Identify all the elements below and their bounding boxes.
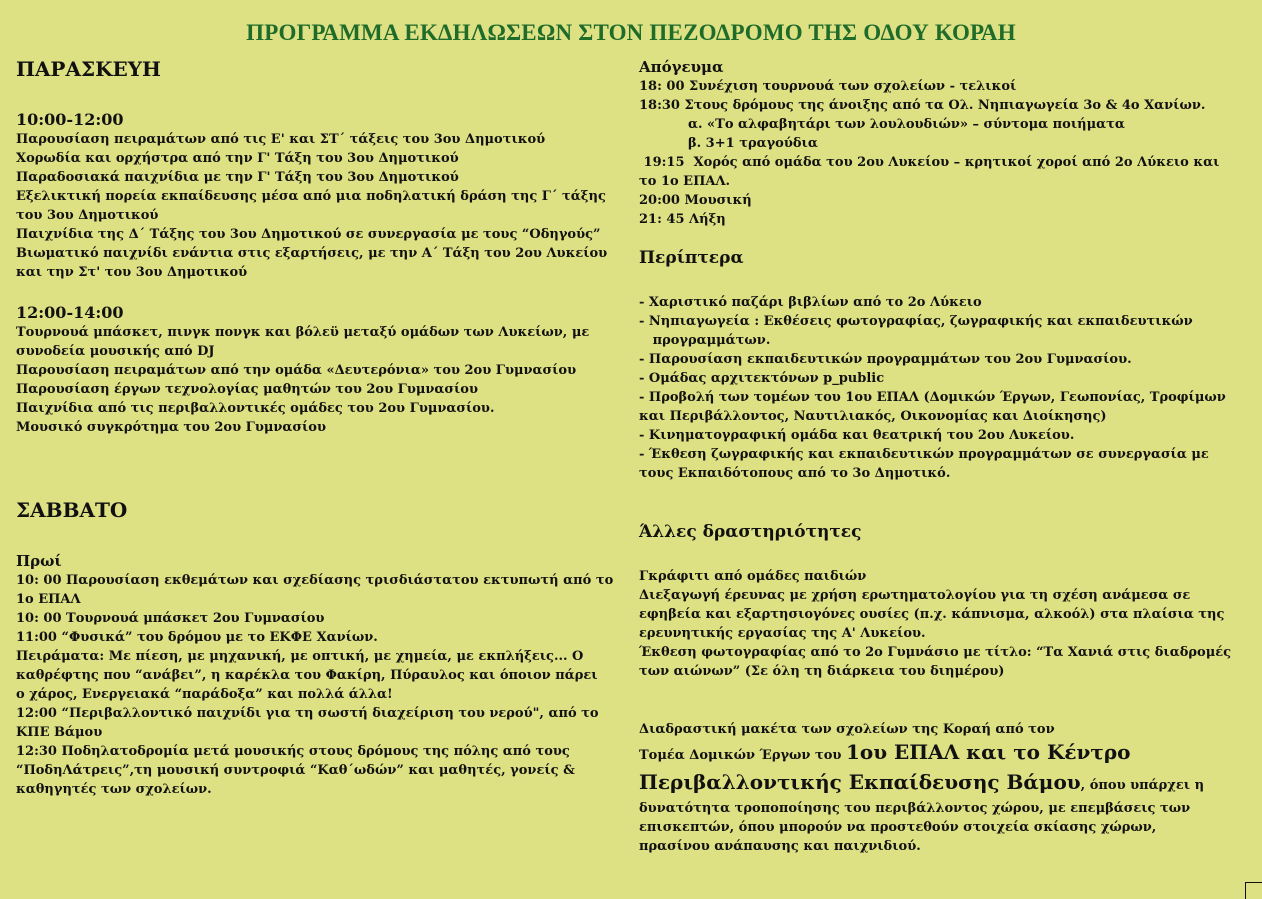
friday-slot-1-time: 10:00-12:00 xyxy=(16,110,124,129)
kiosks-list xyxy=(639,293,1251,483)
list-item: ερευνητικής εργασίας της Α' Λυκείου. xyxy=(639,626,926,641)
afternoon-label: Απόγευμα xyxy=(639,58,724,76)
list-item: 21: 45 Λήξη xyxy=(639,212,726,227)
list-item: Εξελικτική πορεία εκπαίδευσης μέσα από μια ποδηλατική δράση της Γ΄ τάξης xyxy=(16,189,606,204)
interactive-line-3-big: Περιβαλλοντικής Εκπαίδευσης Βάμου xyxy=(639,770,1081,794)
interactive-line-3 xyxy=(639,769,1251,799)
friday-slot-2-time: 12:00-14:00 xyxy=(16,303,124,322)
friday-section xyxy=(16,57,616,81)
list-item: - Προβολή των τομέων του 1ου ΕΠΑΛ (Δομικών Έργων, Γεωπονίας, Τροφίμων xyxy=(639,390,1226,405)
list-item: Παιχνίδια της Δ΄ Τάξης του 3ου Δημοτικού σε συνεργασία με τους “Οδηγούς” xyxy=(16,227,601,242)
list-item: - Ομάδας αρχιτεκτόνων p_public xyxy=(639,371,885,386)
other-activities-list xyxy=(639,567,1251,681)
list-item: ΚΠΕ Βάμου xyxy=(16,725,103,740)
interactive-line-1: Διαδραστική μακέτα των σχολείων της Κοραή από τον xyxy=(639,722,1055,737)
page-title: ΠΡΟΓΡΑΜΜΑ ΕΚΔΗΛΩΣΕΩΝ ΣΤΟΝ ΠΕΖΟΔΡΟΜΟ ΤΗΣ ΟΔΟΥ ΚΟΡΑΗ xyxy=(246,20,1016,45)
list-item: - Έκθεση ζωγραφικής και εκπαιδευτικών προγραμμάτων σε συνεργασία με xyxy=(639,447,1209,462)
other-activities-heading: Άλλες δραστηριότητες xyxy=(639,522,862,542)
list-item: πρασίνου ανάπαυσης και παιχνιδιού. xyxy=(639,839,921,854)
saturday-section xyxy=(16,498,616,522)
list-item: Βιωματικό παιχνίδι ενάντια στις εξαρτήσεις, με την Α΄ Τάξη του 2ου Λυκείου xyxy=(16,246,608,261)
list-item: και την Στ' του 3ου Δημοτικού xyxy=(16,265,248,280)
list-item: ο χάρος, Ενεργειακά “παράδοξα” και πολλά άλλα! xyxy=(16,687,393,702)
list-item: προγραμμάτων. xyxy=(639,333,771,348)
list-item: και Περιβάλλοντος, Ναυτιλιακός, Οικονομίας και Διοίκησης) xyxy=(639,409,1107,424)
list-item: Παρουσίαση έργων τεχνολογίας μαθητών του 2ου Γυμνασίου xyxy=(16,382,479,397)
list-item: α. «Το αλφαβητάρι των λουλουδιών» – σύντομα ποιήματα xyxy=(688,117,1125,132)
list-item: δυνατότητα τροποποίησης του περιβάλλοντος χώρου, με επεμβάσεις των xyxy=(639,801,1191,816)
list-item: 10: 00 Τουρνουά μπάσκετ 2ου Γυμνασίου xyxy=(16,611,325,626)
list-item: 1ο ΕΠΑΛ xyxy=(16,592,81,607)
list-item: 18: 00 Συνέχιση τουρνουά των σχολείων - τελικοί xyxy=(639,79,1017,94)
list-item: β. 3+1 τραγούδια xyxy=(688,136,818,151)
list-item: τους Εκπαιδότοπους από το 3ο Δημοτικό. xyxy=(639,466,951,481)
friday-slot-1 xyxy=(16,110,616,282)
list-item: συνοδεία μουσικής από DJ xyxy=(16,344,215,359)
list-item: Τουρνουά μπάσκετ, πινγκ πονγκ και βόλεϋ μεταξύ ομάδων των Λυκείων, με xyxy=(16,325,590,340)
interactive-line-2-pre: Τομέα Δομικών Έργων του xyxy=(639,748,846,763)
list-item: εφηβεία και εξαρτησιογόνες ουσίες (π.χ. κάπνισμα, αλκοόλ) στα πλαίσια της xyxy=(639,607,1225,622)
list-item: 12:00 “Περιβαλλοντικό παιχνίδι για τη σωστή διαχείριση του νερού", από το xyxy=(16,706,599,721)
list-item: Πειράματα: Με πίεση, με μηχανική, με οπτική, με χημεία, με εκπλήξεις... Ο xyxy=(16,649,584,664)
list-item: καθρέφτης που “ανάβει”, η καρέκλα του Φακίρη, Πύραυλος και όποιον πάρει xyxy=(16,668,598,683)
list-item: - Κινηματογραφική ομάδα και θεατρική του 2ου Λυκείου. xyxy=(639,428,1075,443)
list-item: 20:00 Μουσική xyxy=(639,193,752,208)
friday-slot-2 xyxy=(16,303,616,437)
list-item: του 3ου Δημοτικού xyxy=(16,208,159,223)
list-item: Μουσικό συγκρότημα του 2ου Γυμνασίου xyxy=(16,420,326,435)
other-activities-section xyxy=(639,522,1251,542)
list-item: 18:30 Στους δρόμους της άνοιξης από τα Ολ. Νηπιαγωγεία 3ο & 4ο Χανίων. xyxy=(639,98,1206,113)
list-item: Έκθεση φωτογραφίας από το 2ο Γυμνάσιο με τίτλο: “Τα Χανιά στις διαδρομές xyxy=(639,645,1232,660)
interactive-line-3-post: , όπου υπάρχει η xyxy=(1080,778,1205,793)
list-item: 11:00 “Φυσικά” του δρόμου με το ΕΚΦΕ Χανίων. xyxy=(16,630,378,645)
list-item: Παρουσίαση πειραμάτων από τις Ε' και ΣΤ΄ τάξεις του 3ου Δημοτικού xyxy=(16,132,546,147)
list-item: - Παρουσίαση εκπαιδευτικών προγραμμάτων του 2ου Γυμνασίου. xyxy=(639,352,1132,367)
list-item: - Νηπιαγωγεία : Εκθέσεις φωτογραφίας, ζωγραφικής και εκπαιδευτικών xyxy=(639,314,1193,329)
list-item: Διεξαγωγή έρευνας με χρήση ερωτηματολογίου για τη σχέση ανάμεσα σε xyxy=(639,588,1191,603)
list-item: 19:15 Χορός από ομάδα του 2ου Λυκείου – κρητικοί χοροί από 2ο Λύκειο και xyxy=(639,155,1220,170)
list-item: Παραδοσιακά παιχνίδια με την Γ' Τάξη του 3ου Δημοτικού xyxy=(16,170,459,185)
list-item: 10: 00 Παρουσίαση εκθεμάτων και σχεδίασης τρισδιάστατου εκτυπωτή από το xyxy=(16,573,614,588)
saturday-heading: ΣΑΒΒΑΤΟ xyxy=(16,498,128,522)
interactive-model-section xyxy=(639,720,1251,856)
list-item: Χορωδία και ορχήστρα από την Γ' Τάξη του 3ου Δημοτικού xyxy=(16,151,459,166)
interactive-line-2 xyxy=(639,739,1251,769)
interactive-line-2-big: 1ου ΕΠΑΛ και το Κέντρο xyxy=(845,740,1131,764)
morning-label: Πρωί xyxy=(16,552,62,570)
list-item: Γκράφιτι από ομάδες παιδιών xyxy=(639,569,867,584)
list-item: καθηγητές των σχολείων. xyxy=(16,782,212,797)
page-corner-mark xyxy=(1245,882,1262,899)
list-item: Παρουσίαση πειραμάτων από την ομάδα «Δευτερόνια» του 2ου Γυμνασίου xyxy=(16,363,577,378)
list-item: 12:30 Ποδηλατοδρομία μετά μουσικής στους δρόμους της πόλης από τους xyxy=(16,744,570,759)
afternoon-section xyxy=(639,57,1251,229)
list-item: επισκεπτών, όπου μπορούν να προστεθούν στοιχεία σκίασης χώρων, xyxy=(639,820,1157,835)
list-item: - Χαριστικό παζάρι βιβλίων από το 2ο Λύκειο xyxy=(639,295,982,310)
list-item: το 1ο ΕΠΑΛ. xyxy=(639,174,731,189)
saturday-morning xyxy=(16,551,616,799)
list-item: “ΠοδηΛάτρεις”,τη μουσική συντροφιά “Καθ΄ωδών” και μαθητές, γονείς & xyxy=(16,763,575,778)
kiosks-section xyxy=(639,248,1251,268)
list-item: Παιχνίδια από τις περιβαλλοντικές ομάδες του 2ου Γυμνασίου. xyxy=(16,401,495,416)
friday-heading: ΠΑΡΑΣΚΕΥΗ xyxy=(16,57,161,81)
list-item: των αιώνων” (Σε όλη τη διάρκεια του διημέρου) xyxy=(639,664,1005,679)
kiosks-heading: Περίπτερα xyxy=(639,248,744,268)
